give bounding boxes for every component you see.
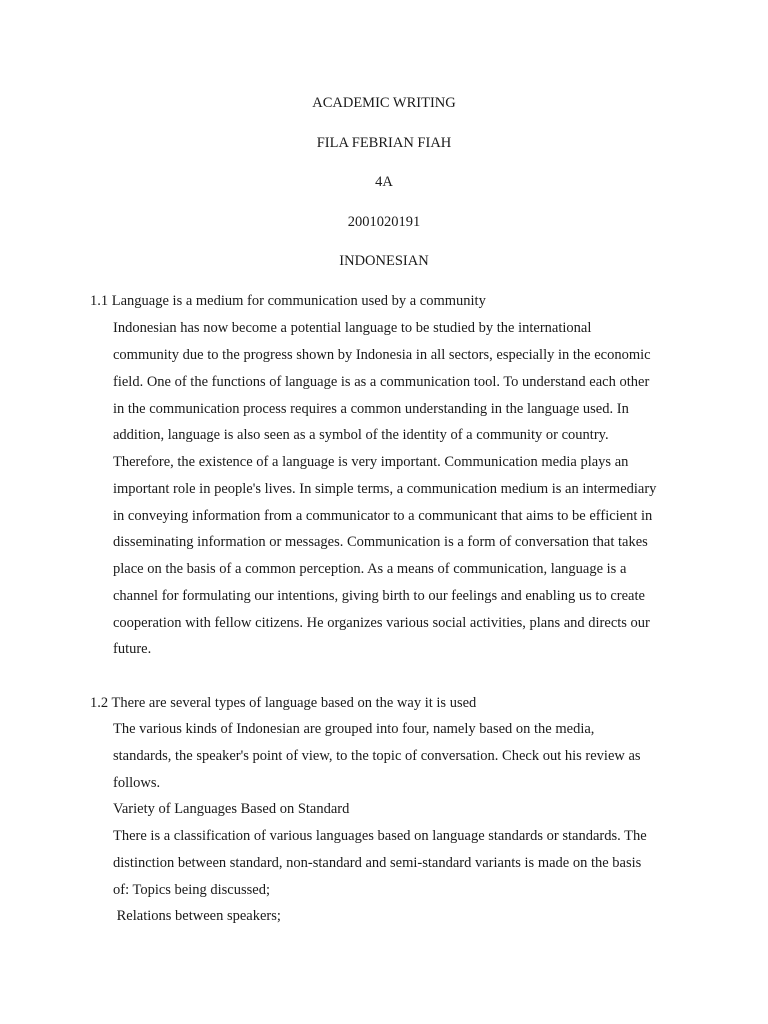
section-1-line: in the communication process requires a common understanding in the language used. In bbox=[113, 401, 629, 417]
section-1-line: disseminating information or messages. Communication is a form of conversation that takes bbox=[113, 534, 648, 550]
section-2-line: distinction between standard, non-standard and semi-standard variants is made on the basis bbox=[113, 855, 642, 871]
section-2-heading: 1.2 There are several types of language based on the way it is used bbox=[90, 695, 477, 711]
section-1-line: community due to the progress shown by Indonesia in all sectors, especially in the economic bbox=[113, 347, 651, 363]
section-1-line: field. One of the functions of language is as a communication tool. To understand each other bbox=[113, 374, 650, 390]
student-id: 2001020191 bbox=[347, 214, 421, 230]
class-label: 4A bbox=[375, 174, 393, 190]
section-1-line: channel for formulating our intentions, giving birth to our feelings and enabling us to create bbox=[113, 588, 645, 604]
section-1-line: in conveying information from a communicator to a communicant that aims to be efficient in bbox=[113, 508, 653, 524]
section-2-line: of: Topics being discussed; bbox=[113, 882, 270, 898]
section-1-heading: 1.1 Language is a medium for communication used by a community bbox=[90, 293, 486, 309]
section-2-line: Relations between speakers; bbox=[113, 908, 281, 924]
section-1-line: cooperation with fellow citizens. He organizes various social activities, plans and directs our bbox=[113, 615, 650, 631]
section-2-line: The various kinds of Indonesian are grouped into four, namely based on the media, bbox=[113, 721, 595, 737]
subheading-standard-variety: Variety of Languages Based on Standard bbox=[113, 801, 350, 817]
section-1-line: Therefore, the existence of a language is very important. Communication media plays an bbox=[113, 454, 629, 470]
section-1-line: addition, language is also seen as a symbol of the identity of a community or country. bbox=[113, 427, 609, 443]
subject-title: INDONESIAN bbox=[339, 253, 429, 269]
section-1-line: important role in people's lives. In simple terms, a communication medium is an intermediary bbox=[113, 481, 657, 497]
course-title: ACADEMIC WRITING bbox=[312, 95, 456, 111]
section-1-line: future. bbox=[113, 641, 152, 657]
section-2-line: There is a classification of various languages based on language standards or standards. The bbox=[113, 828, 647, 844]
section-1-line: Indonesian has now become a potential language to be studied by the international bbox=[113, 320, 592, 336]
section-2-line: follows. bbox=[113, 775, 161, 791]
section-1-line: place on the basis of a common perception. As a means of communication, language is a bbox=[113, 561, 627, 577]
section-2-line: standards, the speaker's point of view, to the topic of conversation. Check out his review as bbox=[113, 748, 641, 764]
author-name: FILA FEBRIAN FIAH bbox=[316, 135, 452, 151]
